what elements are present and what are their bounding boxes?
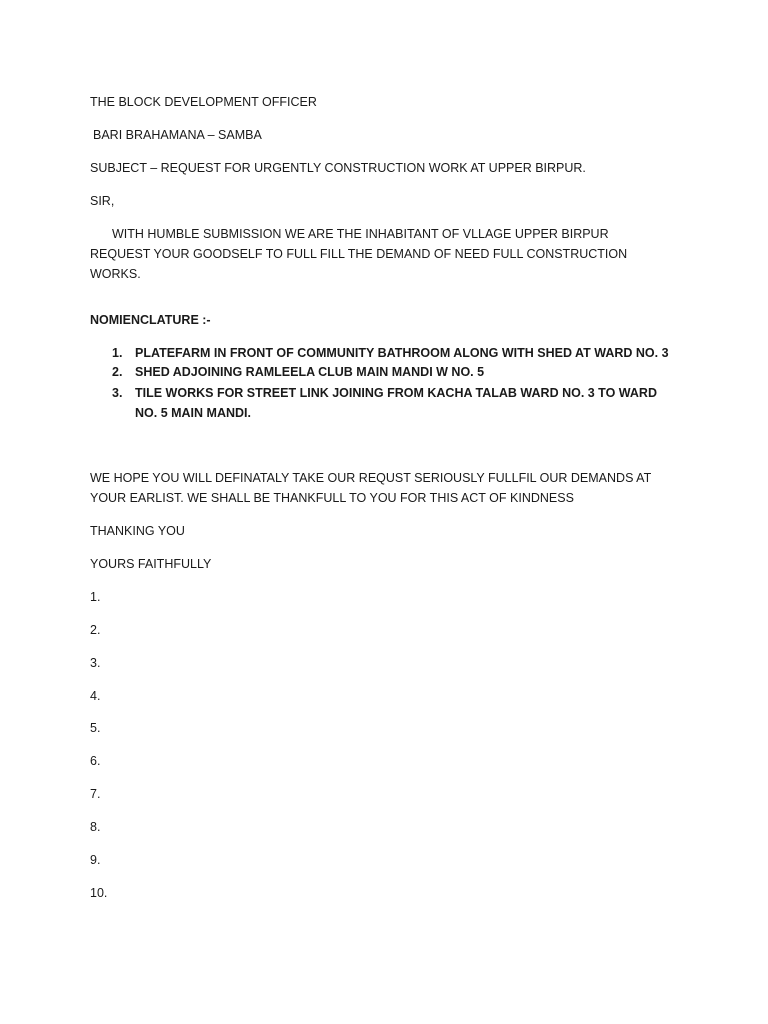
closing-paragraph: WE HOPE YOU WILL DEFINATALY TAKE OUR REQUST SERIOUSLY FULLFIL OUR DEMANDS AT YOUR EARLIST. WE SHALL BE THANKFULL TO YOU FOR THIS ACT OF KINDNESS [90,471,652,505]
nomenclature-item-number: 1. [112,346,123,360]
nomenclature-item [90,362,670,382]
signatory-number: 4. [90,689,101,703]
nomenclature-item-number: 2. [112,365,123,379]
signatory-number: 1. [90,590,101,604]
nomenclature-item-number: 3. [112,386,123,400]
signatory-number: 10. [90,886,108,900]
subject-line: SUBJECT – REQUEST FOR URGENTLY CONSTRUCTION WORK AT UPPER BIRPUR. [90,161,586,175]
salutation: SIR, [90,194,115,208]
nomenclature-item-text: TILE WORKS FOR STREET LINK JOINING FROM KACHA TALAB WARD NO. 3 TO WARD NO. 5 MAIN MANDI. [135,386,657,420]
nomenclature-heading: NOMIENCLATURE :- [90,313,211,327]
signatory-number: 8. [90,820,101,834]
signatory-number: 3. [90,656,101,670]
sign-off-line: YOURS FAITHFULLY [90,557,212,571]
nomenclature-item-text: SHED ADJOINING RAMLEELA CLUB MAIN MANDI W NO. 5 [135,365,485,379]
signatory-number: 7. [90,787,101,801]
recipient-title: THE BLOCK DEVELOPMENT OFFICER [90,95,317,109]
nomenclature-item [90,343,670,363]
signatory-number: 9. [90,853,101,867]
body-intro-paragraph: WITH HUMBLE SUBMISSION WE ARE THE INHABITANT OF VLLAGE UPPER BIRPUR REQUEST YOUR GOODSELF TO FULL FILL THE DEMAND OF NEED FULL CONSTRUCTION WORKS. [90,227,628,281]
signatory-number: 5. [90,721,101,735]
nomenclature-item [90,383,670,423]
signatory-number: 6. [90,754,101,768]
signatory-number: 2. [90,623,101,637]
recipient-location: BARI BRAHAMANA – SAMBA [93,128,262,142]
nomenclature-item-text: PLATEFARM IN FRONT OF COMMUNITY BATHROOM ALONG WITH SHED AT WARD NO. 3 [135,346,669,360]
thanking-line: THANKING YOU [90,524,185,538]
